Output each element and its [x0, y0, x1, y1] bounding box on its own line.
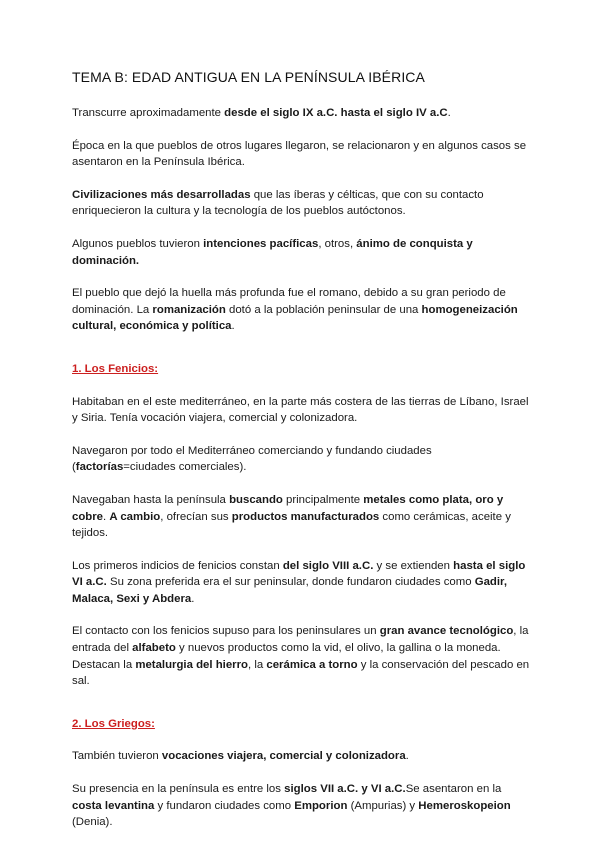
bold-text: desde el siglo IX a.C. hasta el siglo IV a.C — [224, 107, 448, 119]
text-run: Transcurre aproximadamente — [72, 107, 225, 119]
bold-text: Emporion — [294, 799, 348, 812]
bold-text: ánimo de conquista y dominación. — [72, 237, 473, 267]
bold-text: cerámica a torno — [266, 658, 358, 671]
text-run: Los primeros indicios de fenicios constan — [72, 559, 283, 572]
text-run: y nuevos productos como la vid, el olivo, la gallina o la moneda. Destacan la — [72, 642, 501, 671]
text-run: , la — [248, 658, 267, 671]
bold-text: siglos VII a.C. y VI a.C. — [284, 783, 406, 796]
bold-text: metalurgia del hierro — [135, 658, 248, 671]
bold-text: hasta el siglo VI a.C. — [72, 559, 526, 589]
bold-text: alfabeto — [132, 642, 176, 655]
paragraph — [72, 236, 530, 269]
text-run: , otros, — [318, 237, 357, 250]
paragraph — [72, 105, 530, 122]
text-run: Su presencia en la península es entre los — [72, 783, 285, 796]
section — [72, 716, 530, 831]
bold-text: intenciones pacíficas — [203, 237, 319, 250]
bold-text: buscando — [229, 493, 283, 506]
text-run: y se extienden — [373, 559, 454, 572]
text-run: El contacto con los fenicios supuso para los peninsulares un — [72, 625, 380, 638]
paragraph — [72, 623, 530, 689]
bold-text: costa levantina — [72, 799, 155, 812]
sections-block — [72, 361, 530, 831]
bold-text: gran avance tecnológico — [379, 625, 514, 638]
text-run: que las íberas y célticas, que con su contacto enriquecieron la cultura y la tecnología de los pueblos autóctonos. — [72, 188, 484, 218]
paragraph — [72, 492, 530, 542]
bold-text: homogeneización cultural, económica y política — [72, 303, 518, 333]
paragraph — [72, 558, 530, 608]
text-run: Habitaban en el este mediterráneo, en la parte más costera de las tierras de Líbano, Israel y Siria. Tenía vocación viajera, comercial y colonizadora. — [72, 395, 529, 425]
paragraph — [72, 748, 530, 765]
text-run: principalmente — [282, 493, 364, 506]
text-run: Algunos pueblos tuvieron — [72, 237, 204, 250]
text-run: como cerámicas, aceite y tejidos. — [72, 510, 511, 540]
text-run: , ofrecían sus — [160, 510, 232, 523]
text-run: El pueblo que dejó la huella más profunda fue el romano, debido a su gran periodo de dominación. La — [72, 287, 506, 316]
section-heading: 1. Los Fenicios: — [72, 362, 159, 375]
paragraph — [72, 285, 530, 335]
text-run: y la conservación del pescado en sal. — [72, 658, 530, 688]
text-run: Se asentaron en la — [405, 783, 502, 796]
paragraph — [72, 781, 530, 831]
text-run: Época en la que pueblos de otros lugares llegaron, se relacionaron y en algunos casos se asentaron en la Península Ibérica. — [72, 139, 527, 169]
text-run: Su zona preferida era el sur peninsular, donde fundaron ciudades como — [106, 576, 475, 589]
bold-text: metales como plata, oro y cobre — [72, 493, 504, 523]
paragraph — [72, 138, 530, 171]
text-run: . — [447, 107, 451, 119]
bold-text: romanización — [152, 303, 226, 316]
bold-text: Gadir, Malaca, Sexi y Abdera — [72, 576, 508, 605]
page-title: TEMA B: EDAD ANTIGUA EN LA PENÍNSULA IBÉRICA — [72, 69, 425, 85]
text-run: =ciudades comerciales). — [123, 461, 247, 474]
text-run: . — [191, 592, 195, 605]
bold-text: factorías — [75, 461, 124, 474]
paragraph — [72, 443, 530, 476]
intro-block — [72, 105, 530, 335]
bold-text: productos manufacturados — [231, 510, 380, 523]
bold-text: Civilizaciones más desarrolladas — [72, 188, 251, 201]
text-run: (Denia). — [72, 816, 113, 829]
section-heading: 2. Los Griegos: — [72, 717, 155, 730]
bold-text: Hemeroskopeion — [418, 799, 511, 812]
bold-text: del siglo VIII a.C. — [282, 559, 374, 572]
paragraph — [72, 187, 530, 220]
text-run: Navegaron por todo el Mediterráneo comerciando y fundando ciudades ( — [72, 444, 432, 474]
bold-text: vocaciones viajera, comercial y colonizadora — [161, 750, 406, 763]
text-run: dotó a la población peninsular de una — [225, 303, 422, 316]
text-run: Navegaban hasta la península — [72, 493, 230, 506]
section — [72, 361, 530, 690]
text-run: y fundaron ciudades como — [154, 799, 295, 812]
bold-text: A cambio — [109, 510, 161, 523]
paragraph — [72, 394, 530, 427]
text-run: . — [103, 510, 110, 523]
text-run: , la entrada del — [72, 625, 529, 655]
text-run: (Ampurias) y — [347, 799, 419, 812]
text-run: . — [405, 750, 409, 763]
text-run: También tuvieron — [72, 750, 162, 763]
text-run: . — [231, 320, 235, 333]
